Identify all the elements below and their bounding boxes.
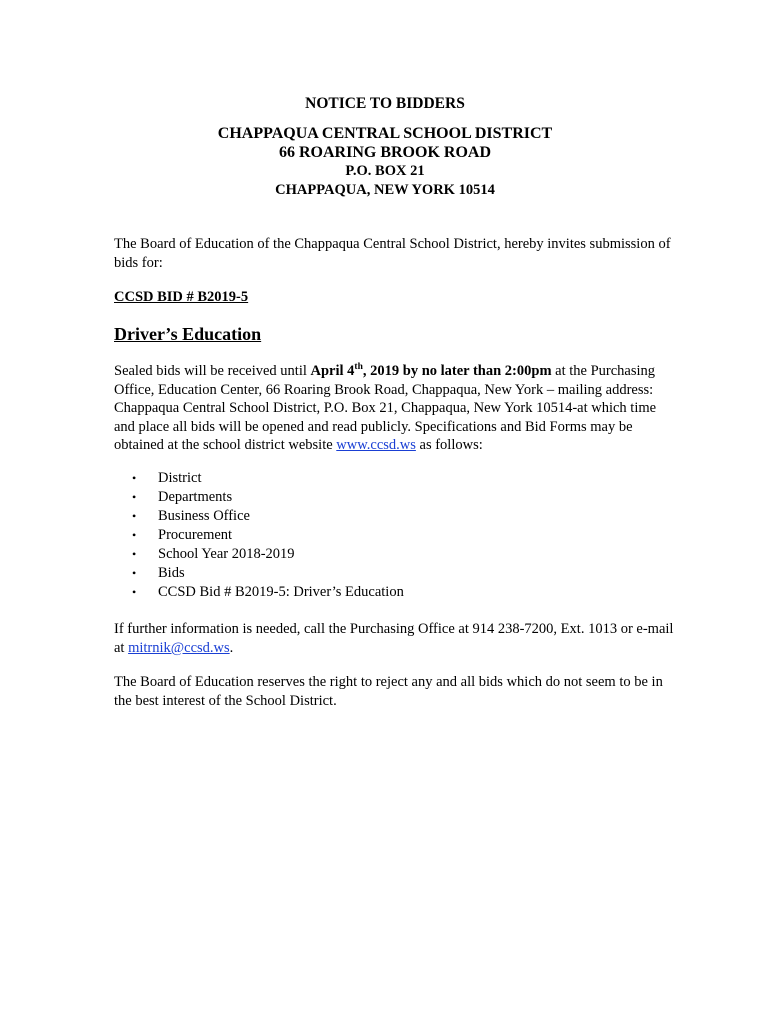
contact-tail-text: . [229,639,234,656]
list-item [126,469,404,488]
list-item [126,583,404,602]
district-name: CHAPPAQUA CENTRAL SCHOOL DISTRICT [217,125,553,142]
sealed-lead-text: Sealed bids will be received until [114,363,311,379]
list-item [126,507,404,526]
street-address: 66 ROARING BROOK ROAD [278,144,491,161]
deadline-date: April 4 [310,363,355,379]
bid-title: Driver’s Education [114,324,262,344]
list-item-label: Business Office [158,508,250,524]
list-item-label: Bids [158,565,185,581]
bullet-icon: • [132,471,137,485]
bullet-icon: • [132,490,137,504]
bullet-icon: • [132,585,137,599]
bullet-icon: • [132,528,137,542]
intro-paragraph: The Board of Education of the Chappaqua Central School District, hereby invites submission of bids for: [114,236,671,271]
bullet-icon: • [132,566,137,580]
bullet-icon: • [132,547,137,561]
list-item-label: Procurement [158,527,233,543]
notice-heading: NOTICE TO BIDDERS [305,95,465,112]
notice-title [0,94,770,113]
bid-number: CCSD BID # B2019-5 [114,289,249,305]
deadline-time: , 2019 by no later than 2:00pm [362,363,552,379]
sealed-body-text: at the Purchasing Office, Education Center, 66 Roaring Brook Road, Chappaqua, New York – mailing address: Chappaqua Central School District, P.O. Box 21, Chappaqua, New York 10514-at which time and place all bids will be opened and read publicly. Specifications and Bid Forms may be obtained at the school district website [114,363,657,454]
list-item-label: Departments [158,489,233,505]
sealed-bids-paragraph [114,362,674,455]
reservation-paragraph: The Board of Education reserves the right to reject any and all bids which do not seem to be in the best interest of the School District. [114,674,663,709]
list-item [126,526,404,545]
email-link[interactable]: mitrnik@ccsd.ws [128,639,230,656]
list-item [126,545,404,564]
po-box: P.O. BOX 21 [345,163,425,179]
navigation-steps-list [126,469,404,602]
bullet-icon: • [132,509,137,523]
list-item-label: CCSD Bid # B2019-5: Driver’s Education [158,584,404,600]
website-link[interactable]: www.ccsd.ws [336,437,416,454]
deadline [311,363,552,379]
district-address-block [0,124,770,200]
deadline-date-suffix: th [354,362,363,373]
sealed-tail-text: as follows: [415,437,483,454]
list-item-label: District [158,470,202,486]
list-item [126,564,404,583]
list-item-label: School Year 2018-2019 [158,546,295,562]
contact-lead-text: If further information is needed, call the Purchasing Office at 914 238-7200, Ext. 1013 or e-mail at [114,621,674,656]
contact-paragraph [114,620,674,657]
city-state-zip: CHAPPAQUA, NEW YORK 10514 [275,182,495,198]
list-item [126,488,404,507]
